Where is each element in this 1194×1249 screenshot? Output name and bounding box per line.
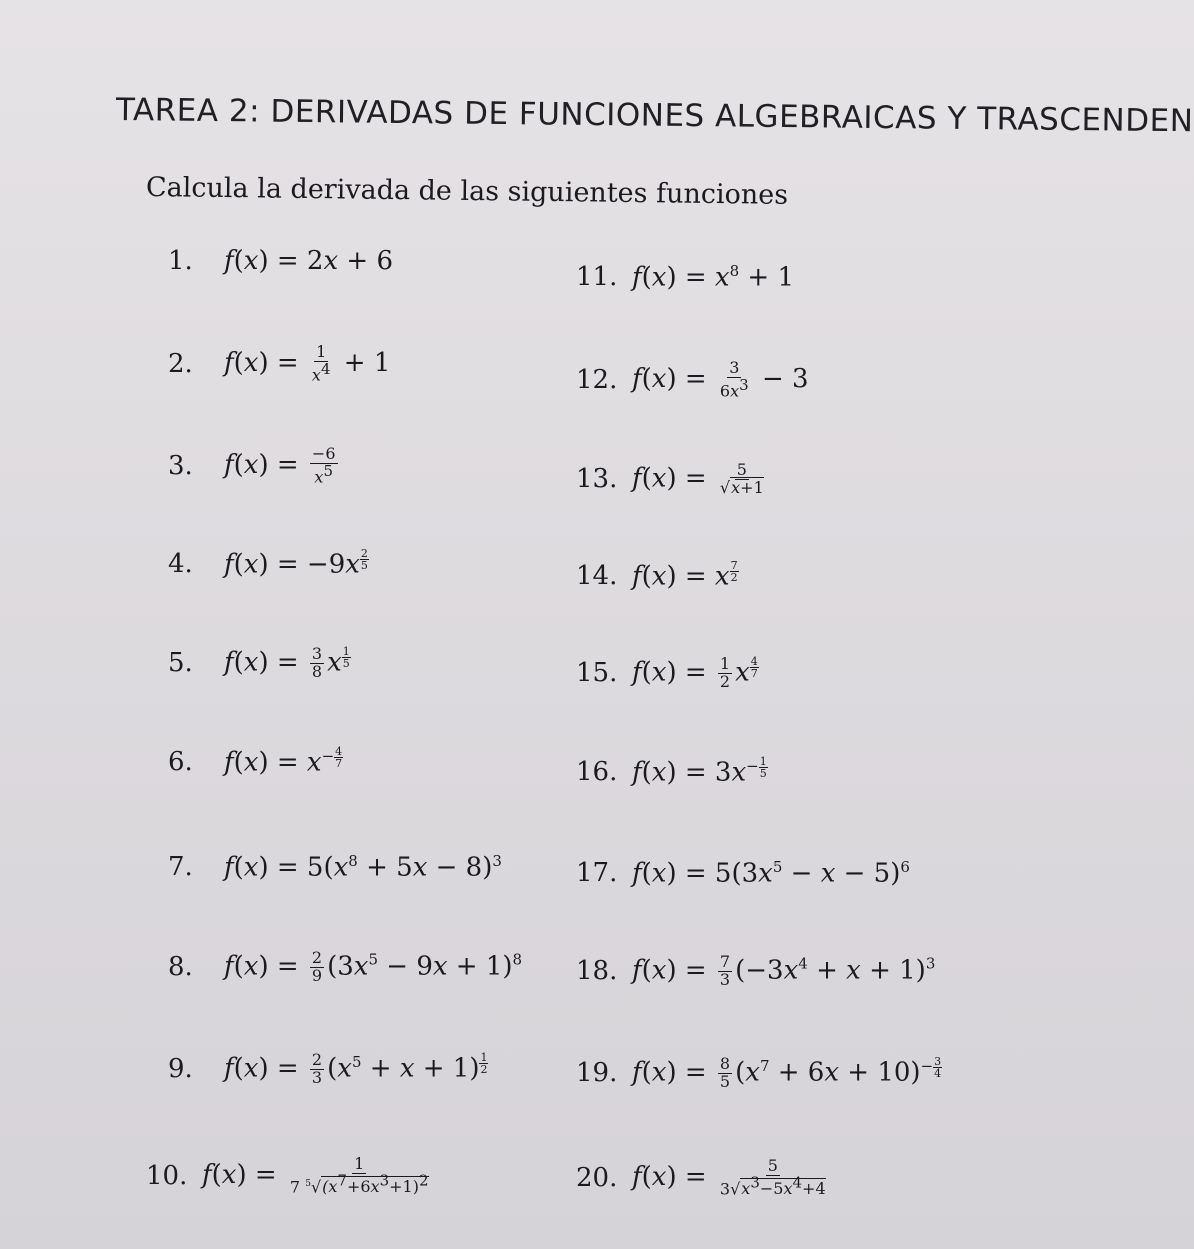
exercise-number: 13. [576, 464, 618, 495]
exercise-number: 15. [576, 658, 618, 689]
exercise-expression: f(x) = $\frac{1}{2}$ x $^{\frac{4}{7}}$ [632, 654, 758, 692]
exercise-6 [168, 746, 343, 778]
exercise-10 [146, 1156, 434, 1196]
exercise-16 [576, 756, 768, 788]
exercise-20 [576, 1158, 831, 1198]
exercise-expression: $f(x) = x^{- \frac{4}{7}}$ [224, 745, 343, 778]
exercise-expression: f(x) = $\frac{2}{3}$ $(x^5 + x + 1)$ $^{\frac{1}{2}}$ [224, 1050, 488, 1088]
exercise-number: 19. [576, 1058, 618, 1089]
exercise-18 [576, 954, 935, 989]
exercise-expression: f(x) = x $^{\frac{7}{2}}$ [632, 559, 738, 592]
exercise-7 [168, 852, 502, 883]
exercise-expression: f(x) = $\frac{7}{3}$ $(-3x^4 + x + 1)^3$ [632, 952, 936, 989]
exercise-expression: f(x) = $\frac{5}{3√x^3-5x^4+4}$ [632, 1156, 826, 1199]
exercise-expression: $f(x) = 3x^{- \frac{1}{5}}$ [632, 755, 767, 788]
exercise-expression: f(x) = $\frac{8}{5}$ $(x^7 + 6x + 10)^{- \frac{3}{4}}$ [632, 1054, 942, 1092]
exercise-number: 1. [168, 246, 193, 276]
exercise-number: 17. [576, 858, 618, 889]
exercise-expression: f(x) = $\frac{2}{9}$ $(3x^5 - 9x + 1)^8$ [224, 948, 523, 985]
exercise-19 [576, 1056, 942, 1091]
exercise-expression: $f(x) = 5(x^8 + 5x - 8)^3$ [224, 852, 502, 883]
exercise-11 [576, 262, 794, 293]
exercise-expression: f(x) = $\frac{1}{7 ^5√(x^7+6x^3+1)^2}$ [202, 1154, 429, 1197]
exercise-expression: f(x) = $\frac{3}{8}$ x $^{\frac{1}{5}}$ [224, 644, 350, 682]
worksheet-title: TAREA 2: DERIVADAS DE FUNCIONES ALGEBRAICAS Y TRASCENDEN [115, 92, 1194, 140]
exercise-number: 12. [576, 364, 618, 395]
exercise-expression: f(x) = $\frac{3}{6x^3}$ − 3 [632, 358, 809, 401]
exercise-number: 5. [168, 648, 193, 679]
exercise-number: 16. [576, 756, 618, 787]
exercise-number: 14. [576, 560, 618, 591]
exercise-3 [168, 446, 341, 486]
exercise-13 [576, 462, 769, 497]
exercise-expression: f(x) = $\frac{5}{√x+1}$ [632, 460, 764, 497]
exercise-number: 8. [168, 952, 193, 983]
exercise-number: 20. [576, 1162, 618, 1193]
exercise-2 [168, 344, 390, 384]
exercise-number: 2. [168, 348, 193, 379]
exercise-number: 11. [576, 262, 618, 293]
instruction-text: Calcula la derivada de las siguientes funciones [145, 172, 789, 211]
exercise-14 [576, 560, 739, 592]
exercise-expression: f(x) = 2x + 6 [224, 246, 393, 276]
exercise-15 [576, 656, 759, 691]
exercise-number: 9. [168, 1054, 193, 1085]
exercise-expression: f(x) = −9x $^{\frac{2}{5}}$ [224, 547, 368, 580]
exercise-expression: $f(x) = 5(3x^5 - x - 5)^6$ [632, 858, 910, 889]
exercise-number: 3. [168, 450, 193, 481]
exercise-4 [168, 548, 369, 580]
exercise-17 [576, 858, 910, 889]
exercise-5 [168, 646, 351, 681]
exercise-9 [168, 1052, 488, 1087]
exercise-expression: f(x) = $\frac{1}{x^4}$ + 1 [224, 342, 391, 385]
exercise-1 [168, 246, 393, 276]
exercise-number: 18. [576, 956, 618, 987]
exercise-8 [168, 950, 522, 985]
exercise-number: 7. [168, 852, 193, 883]
exercise-expression: $f(x) = x^8 + 1$ [632, 262, 794, 293]
exercise-12 [576, 360, 809, 400]
exercise-expression: f(x) = $\frac{-6}{x^5}$ [224, 444, 336, 487]
exercise-number: 4. [168, 548, 193, 579]
exercise-number: 6. [168, 746, 193, 777]
exercise-number: 10. [146, 1160, 188, 1191]
